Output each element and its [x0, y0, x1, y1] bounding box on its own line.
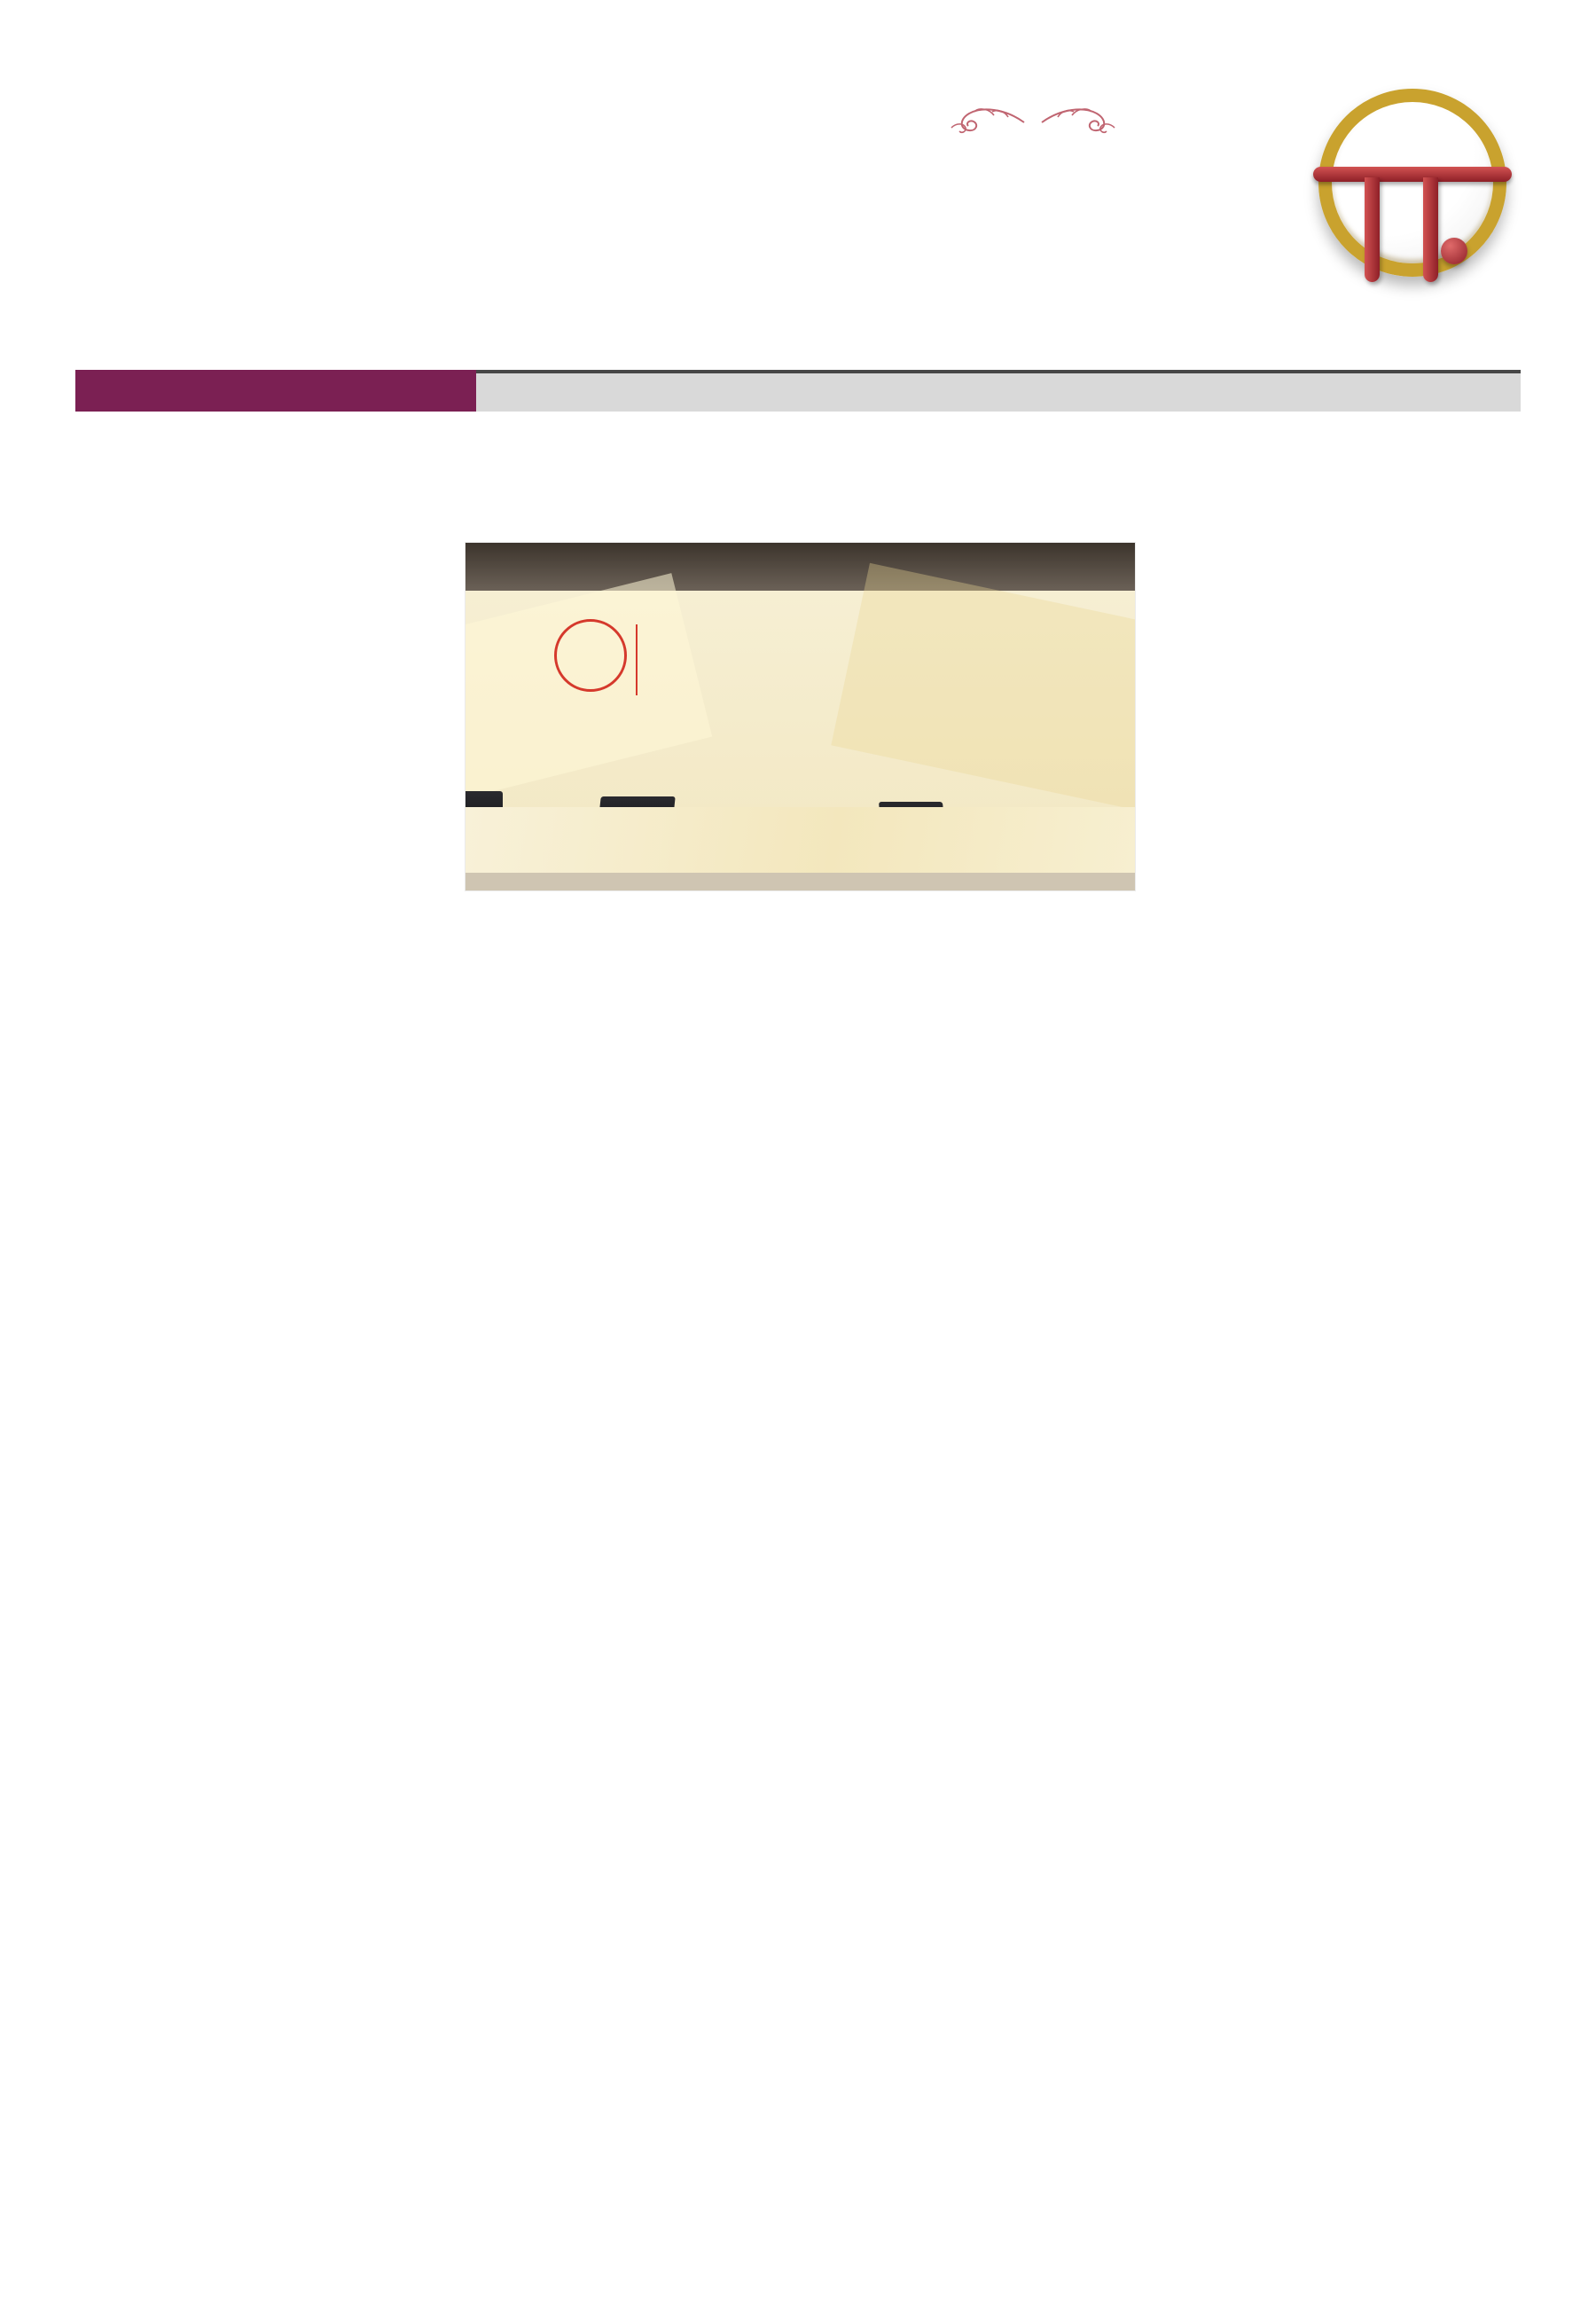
pi-dot-icon — [1441, 238, 1467, 264]
pi-symbol-icon — [1365, 177, 1380, 282]
flourish-ornament-icon — [943, 105, 1028, 137]
article-column-middle — [570, 899, 1029, 2175]
photo-wrap-spacer — [1062, 543, 1163, 899]
pi-symbol-icon — [1423, 177, 1438, 282]
logo-gold-ring-icon — [1318, 89, 1506, 277]
article-column-right — [1062, 543, 1521, 2168]
dateline-info — [476, 370, 1521, 412]
motto-block — [802, 105, 1264, 156]
backdrop-divider — [636, 624, 638, 695]
stage-ceiling — [466, 543, 1135, 591]
flourish-ornament-icon — [1038, 105, 1123, 137]
stage-front-banner — [466, 807, 1135, 873]
motto-header — [802, 105, 1264, 137]
dateline-bar — [75, 370, 1521, 412]
article-column-left — [75, 543, 534, 2168]
pi-symbol-icon — [1313, 167, 1512, 182]
time-memory-logo — [554, 619, 627, 692]
forum-stage-photo — [466, 543, 1135, 890]
stage-floor — [466, 873, 1135, 890]
photo-wrap-spacer — [443, 543, 534, 899]
dateline-date — [75, 370, 476, 412]
rockcheck-logo — [1318, 89, 1506, 277]
